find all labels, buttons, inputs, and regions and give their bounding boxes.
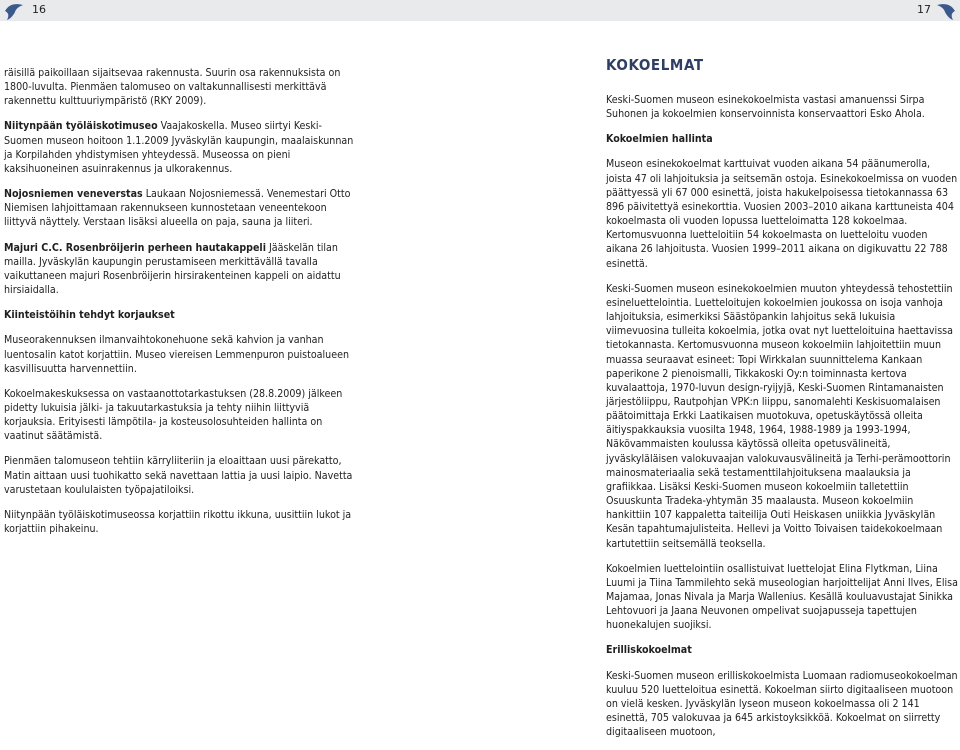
paragraph: Keski-Suomen museon erilliskokoelmista Luomaan radiomuseokokoelman kuuluu 520 luetteloitua esinettä. Kokoelman siirto digitaaliseen muotoon on vielä kesken. Jyväskylän lyseon museon kokoelmassa oli 2 141 esinettä, 705 valokuvaa ja 645 arkistoyksikköä. Kokoelmat on siirretty digitaaliseen muotoon, [606, 669, 958, 739]
paragraph-title: Majuri C.C. Rosenbröijerin perheen hautakappeli [4, 241, 266, 254]
paragraph-text: Vaajakoskella. Museo siirtyi Keski-Suomen museon hoitoon 1.1.2009 Jyväskylän kaupungin, maalaiskunnan ja Korpilahden yhdistymisen yhteydessä. Museossa on pieni kaksihuoneinen asuinrakennus ja ulkorakennus. [4, 120, 354, 175]
paragraph: Keski-Suomen museon esinekokoelmista vastasi amanuenssi Sirpa Suhonen ja kokoelmien konservoinnista konservaattori Esko Ahola. [606, 94, 925, 121]
subsection-heading: Kokoelmien hallinta [606, 133, 713, 146]
paragraph: Keski-Suomen museon esinekokoelmien muuton yhteydessä tehostettiin esineluettelointia. Luetteloitujen kokoelmien joukossa on isoja vanhoja lahjoituksia, esimerkiksi Säästöpankin lahjoitus sekä lukuisia viimevuosina tulleita kokoelmia, jotka ovat nyt luetteloituina haettavissa tietokannasta. Kertomusvuonna museon kokoelmiin lahjoitettiin muun muassa seuraavat esineet: Topi Wirkkalan suunnittelema Kankaan paperikone 2 pienoismalli, Tikkakoski Oy:n toiminnasta kertova kuvalaattoja, 1970-luvun design-ryijyjä, Keski-Suomen Rintamanaisten järjestöliippu, Rautpohjan VPK:n liippu, sanomalehti Keskisuomalaisen päätoimittaja Erkki Laatikaisen muotokuva, opetuskäytössä olleita äitiyspakkauksia vuosilta 1948, 1964, 1988-1989 ja 1993-1994, Näkövammaisten koulussa käytössä olleita opetusvälineitä, jyväskyläläisen valokuvaajan valokuvausvälineitä ja Terhi-perämoottorin mainosmateriaalia sekä testamenttilahjoituksena maalauksia ja grafiikkaa. Lisäksi Keski-Suomen museon kokoelmiin talletettiin Osuuskunta Tradeka-yhtymän 35 maalausta. Museon kokoelmiin hankittiin 107 kappaletta taiteilija Outi Heiskasen uniikkia Jyväskylän Kesän tapahtumajulisteita. Hellevi ja Voitto Toivaisen taidekokoelmaan kartutettiin seitsemällä teoksella. [606, 282, 953, 550]
bird-logo-icon [935, 1, 957, 21]
paragraph-title: Nojosniemen veneverstas [4, 188, 143, 201]
paragraph [4, 119, 358, 176]
page-header-bar [0, 0, 960, 21]
subsection-heading: Erilliskokoelmat [606, 644, 692, 657]
paragraph: Kokoelmien luettelointiin osallistuivat luettelojat Elina Flytkman, Liina Luumi ja Tiina Tammilehto sekä museologian harjoittelijat Anni Ilves, Elisa Majamaa, Jonas Nivala ja Marja Wallenius. Kesällä kouluavustajat Sinikka Lehtovuori ja Jaana Neuvonen ompelivat suojapusseja tapettujen huonekalujen suojiksi. [606, 562, 958, 632]
paragraph [4, 187, 358, 229]
section-title: KOKOELMAT [606, 56, 704, 74]
paragraph [4, 241, 358, 298]
paragraph-text: Laukaan Nojosniemessä. Venemestari Otto Niemisen lahjoittamaan rakennukseen kunnostetaan veneentekoon liittyvä näyttely. Verstaan lisäksi alueella on paja, sauna ja liiteri. [4, 188, 351, 229]
section-heading: Kiinteistöihin tehdyt korjaukset [4, 309, 175, 322]
right-column [606, 57, 958, 750]
left-column [4, 66, 358, 547]
paragraph: räisillä paikoillaan sijaitsevaa rakennusta. Suurin osa rakennuksista on 1800-luvulta. Pienmäen talomuseo on valtakunnallisesti merkittävä rakennettu kulttuuriympäristö (RKY 2009). [4, 67, 341, 108]
paragraph: Museon esinekokoelmat karttuivat vuoden aikana 54 päänumerolla, joista 47 oli lahjoituksia ja seitsemän ostoja. Esinekokoelmissa on vuoden päättyessä yli 67 000 esinettä, joista hakukelpoisessa tietokannassa 63 896 päivitettyä esinekorttia. Vuosien 2003–2010 aikana karttuneista 404 kokoelmasta oli vuoden lopussa luetteloimatta 128 kokoelmaa. Kertomusvuonna luetteloitiin 54 kokoelmasta on luetteloitu vuoden aikana 26 lahjoitusta. Vuosien 1999–2011 aikana on digikuvattu 22 788 esinettä. [606, 158, 958, 270]
left-page-number: 16 [32, 3, 46, 16]
paragraph-text: Jääskelän tilan mailla. Jyväskylän kaupungin perustamiseen merkittävällä tavalla vaikuttaneen majuri Rosenbröijerin hirsirakenteinen kappeli on aidattu hirsiaidalla. [4, 241, 341, 297]
right-page-number: 17 [917, 3, 931, 16]
paragraph: Museorakennuksen ilmanvaihtokonehuone sekä kahvion ja vanhan luentosalin katot korjattiin. Museo viereisen Lemmenpuron puistoalueen kasvillisuutta harvennettiin. [4, 334, 349, 375]
paragraph: Pienmäen talomuseon tehtiin kärryliiteriin ja eloaittaan uusi pärekatto, Matin aittaan uusi tuohikatto sekä navettaan lattia ja uusi laipio. Navetta varustetaan koululaisten työpajatiloiksi. [4, 455, 353, 496]
paragraph-title: Niitynpään työläiskotimuseo [4, 120, 158, 133]
paragraph: Kokoelmakeskuksessa on vastaanottotarkastuksen (28.8.2009) jälkeen pidetty lukuisia jälki- ja takuutarkastuksia ja tehty niihin liittyviä korjauksia. Erityisesti lämpötila- ja kosteusolosuhteiden hallinta on vaatinut säätämistä. [4, 387, 343, 443]
paragraph: Niitynpään työläiskotimuseossa korjattiin rikottu ikkuna, uusittiin lukot ja korjattiin pihakeinu. [4, 508, 352, 536]
bird-logo-icon [3, 1, 25, 21]
